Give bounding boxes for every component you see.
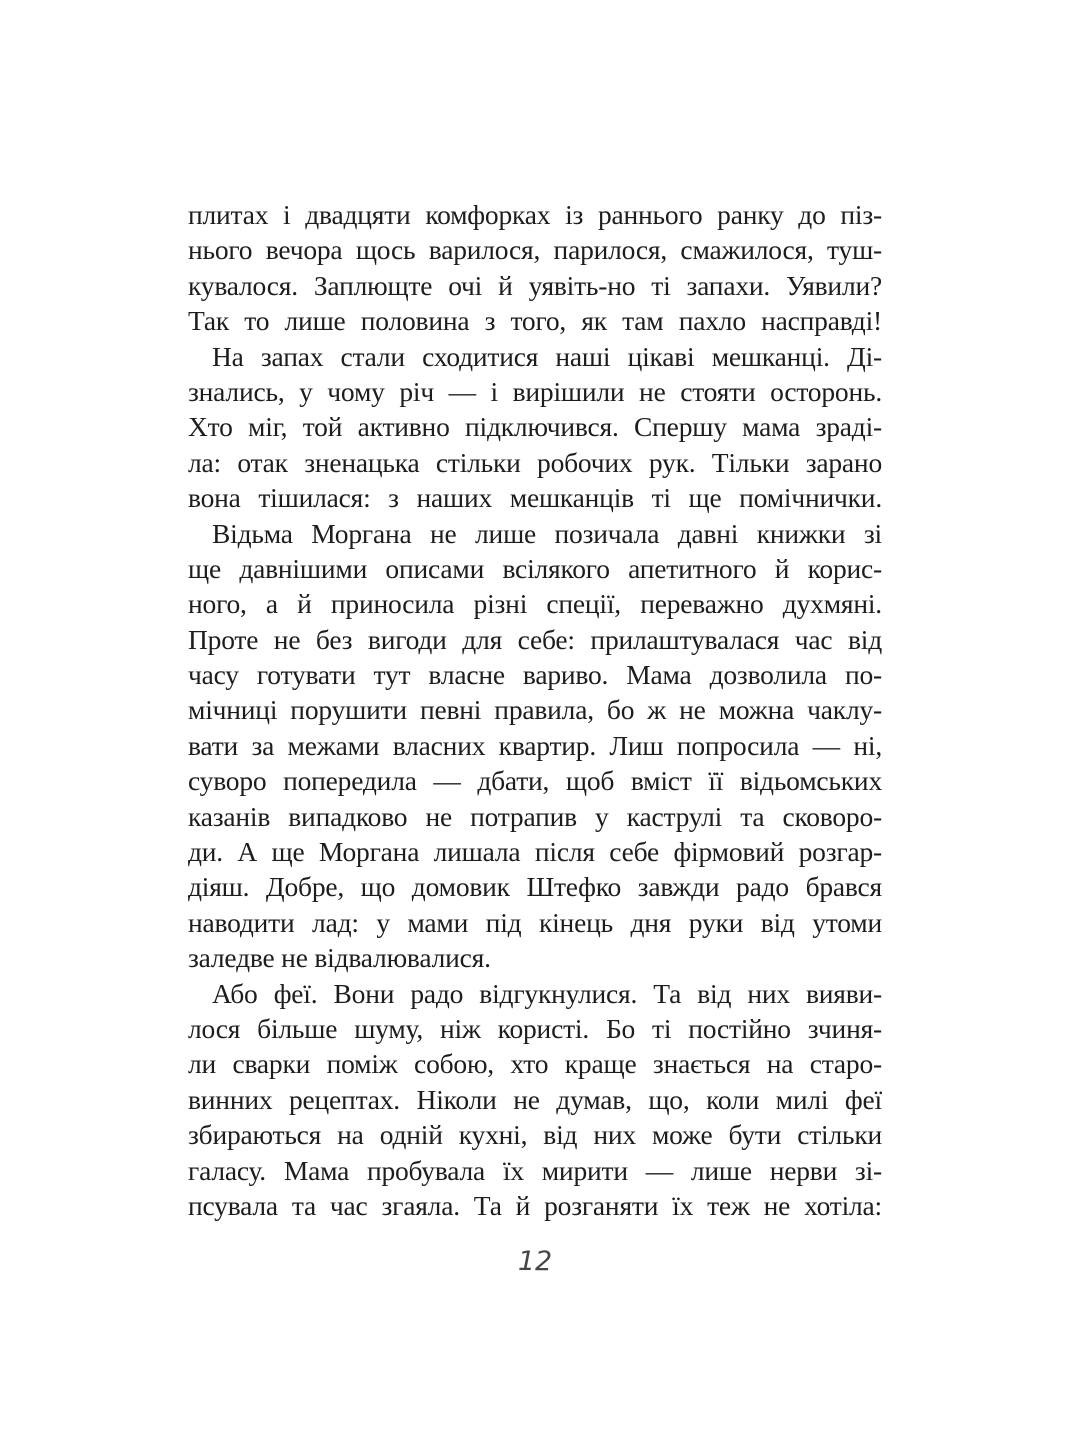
text-line: винних рецептах. Ніколи не думав, що, коли милі феї [188, 1083, 882, 1115]
text-line: діяш. Добре, що домовик Штефко завжди радо брався [188, 871, 882, 903]
text-line: збираються на одній кухні, від них може бути стільки [188, 1119, 882, 1151]
text-line: На запах стали сходитися наші цікаві мешканці. Ді- [212, 340, 882, 372]
text-line: суворо попередила — дбати, щоб вміст її відьомських [188, 765, 882, 797]
page-number: 12 [517, 1246, 553, 1277]
text-line: Хто міг, той активно підключився. Спершу мама зраді- [188, 411, 882, 443]
text-line: Або феї. Вони радо відгукнулися. Та від них вияви- [212, 977, 882, 1009]
text-line: казанів випадково не потрапив у каструлі та сковоро- [188, 800, 882, 832]
text-line: ще давнішими описами всілякого апетитного й корис- [188, 552, 882, 584]
text-line: нього вечора щось варилося, парилося, смажилося, туш- [188, 234, 882, 266]
text-line: ди. А ще Моргана лишала після себе фірмовий розгар- [188, 836, 882, 868]
text-line: вона тішилася: з наших мешканців ті ще помічнички. [188, 482, 882, 514]
text-line: заледве не відвалювалися. [188, 942, 491, 974]
text-line: вати за межами власних квартир. Лиш попросила — ні, [188, 729, 882, 761]
text-line: часу готувати тут власне вариво. Мама дозволила по- [188, 659, 882, 691]
text-line: ла: отак зненацька стільки робочих рук. Тільки зарано [188, 446, 882, 478]
text-line: наводити лад: у мами під кінець дня руки від утоми [188, 906, 882, 938]
body-text [188, 197, 882, 1223]
text-line: знались, у чому річ — і вирішили не стояти осторонь. [188, 375, 882, 407]
text-line: кувалося. Заплющте очі й уявіть-но ті запахи. Уявили? [188, 269, 882, 301]
text-line: лося більше шуму, ніж користі. Бо ті постійно зчиня- [188, 1012, 882, 1044]
text-line: ного, а й приносила різні спеції, переважно духмяні. [188, 588, 882, 620]
text-line: Проте не без вигоди для себе: прилаштувалася час від [188, 623, 882, 655]
text-line: галасу. Мама пробувала їх мирити — лише нерви зі- [188, 1154, 882, 1186]
text-line: ли сварки поміж собою, хто краще знається на старо- [188, 1048, 882, 1080]
text-line: Так то лише половина з того, як там пахло насправді! [188, 305, 882, 337]
text-line: мічниці порушити певні правила, бо ж не можна чаклу- [188, 694, 882, 726]
text-line: Відьма Моргана не лише позичала давні книжки зі [212, 517, 882, 549]
text-line: псувала та час згаяла. Та й розганяти їх теж не хотіла: [188, 1189, 882, 1221]
text-line: плитах і двадцяти комфорках із раннього ранку до піз- [188, 199, 882, 230]
